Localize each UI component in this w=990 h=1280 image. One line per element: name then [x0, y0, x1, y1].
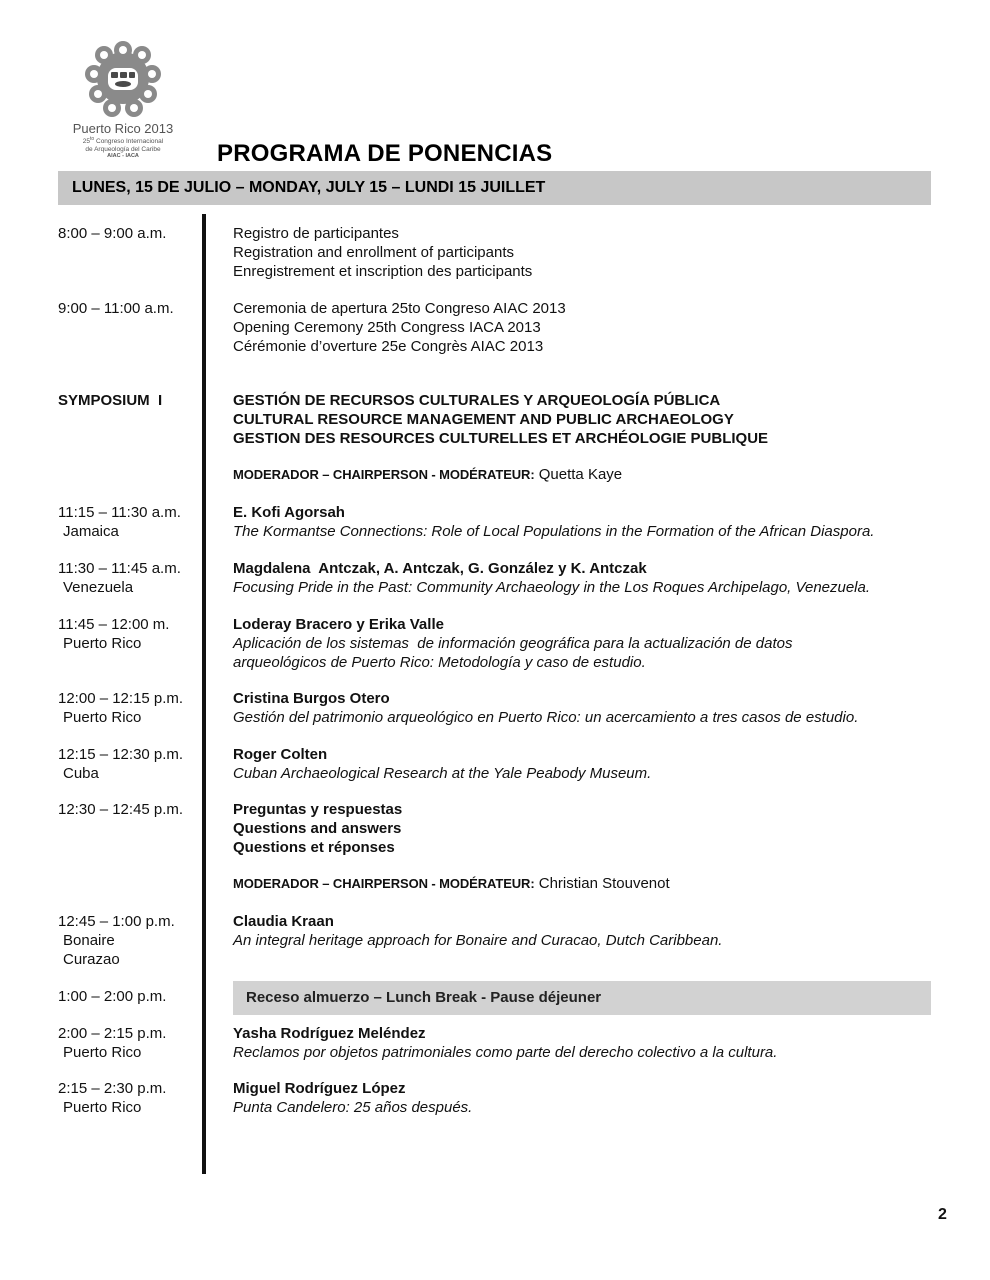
talk-title: Punta Candelero: 25 años después.: [233, 1098, 473, 1116]
speaker-location: Puerto Rico: [63, 634, 142, 652]
page-title: PROGRAMA DE PONENCIAS: [217, 140, 553, 167]
time-slot: 2:00 – 2:15 p.m.: [58, 1025, 167, 1042]
symposium-title: CULTURAL RESOURCE MANAGEMENT AND PUBLIC ARCHAEOLOGY: [233, 410, 734, 428]
time-slot: 12:00 – 12:15 p.m.: [58, 690, 184, 707]
speaker-name: Magdalena Antczak, A. Antczak, G. González y K. Antczak: [233, 560, 647, 577]
talk-title: An integral heritage approach for Bonaire and Curacao, Dutch Caribbean.: [233, 931, 723, 949]
logo-subtitle: $25^{to}$ Congreso Internacional de Arqueología del Caribe: [82, 136, 164, 153]
time-slot: 12:30 – 12:45 p.m.: [58, 801, 184, 818]
speaker-name: Roger Colten: [233, 746, 328, 763]
congress-logo: [58, 38, 188, 166]
session-line: Registration and enrollment of participants: [233, 243, 514, 261]
taino-sun-icon: [80, 38, 166, 120]
logo-org: AIAC - IACA: [107, 153, 139, 159]
moderator-label: MODERADOR – CHAIRPERSON - MODÉRATEUR:: [233, 876, 535, 891]
speaker-name: Cristina Burgos Otero: [233, 690, 390, 707]
speaker-name: Miguel Rodríguez López: [233, 1080, 406, 1097]
session-line: Cérémonie d’overture 25e Congrès AIAC 2013: [233, 337, 544, 355]
time-slot: 11:45 – 12:00 m.: [58, 616, 170, 633]
talk-title: Gestión del patrimonio arqueológico en Puerto Rico: un acercamiento a tres casos de estudio.: [233, 708, 859, 726]
time-slot: 11:15 – 11:30 a.m.: [58, 504, 181, 521]
time-slot: 12:45 – 1:00 p.m.: [58, 913, 175, 930]
time-slot: 11:30 – 11:45 a.m.: [58, 560, 181, 577]
talk-title: Reclamos por objetos patrimoniales como parte del derecho colectivo a la cultura.: [233, 1043, 778, 1061]
session-line: Registro de participantes: [233, 225, 399, 242]
talk-title: Focusing Pride in the Past: Community Archaeology in the Los Roques Archipelago, Venezuela.: [233, 578, 871, 596]
speaker-location: Puerto Rico: [63, 1098, 142, 1116]
moderator-name: Quetta Kaye: [538, 466, 623, 483]
speaker-name: E. Kofi Agorsah: [233, 504, 345, 521]
symposium-label: SYMPOSIUM I: [58, 392, 163, 409]
time-slot: 9:00 – 11:00 a.m.: [58, 300, 174, 317]
speaker-location: Venezuela: [63, 578, 134, 596]
qa-line: Questions and answers: [233, 819, 402, 837]
talk-title: The Kormantse Connections: Role of Local Populations in the Formation of the African Diaspora.: [233, 522, 875, 540]
speaker-name: Claudia Kraan: [233, 913, 334, 930]
time-slot: 2:15 – 2:30 p.m.: [58, 1080, 167, 1097]
speaker-location: Bonaire: [63, 931, 115, 949]
talk-title: Cuban Archaeological Research at the Yale Peabody Museum.: [233, 764, 652, 782]
time-slot: 1:00 – 2:00 p.m.: [58, 988, 167, 1005]
logo-title: Puerto Rico 2013: [72, 121, 174, 136]
moderator-name: Christian Stouvenot: [538, 875, 670, 892]
moderator-label: MODERADOR – CHAIRPERSON - MODÉRATEUR:: [233, 467, 535, 482]
speaker-location: Jamaica: [63, 522, 119, 540]
page-number: 2: [938, 1206, 947, 1223]
speaker-location: Cuba: [63, 764, 99, 782]
session-line: Opening Ceremony 25th Congress IACA 2013: [233, 318, 541, 336]
lunch-break-banner: Receso almuerzo – Lunch Break - Pause déjeuner: [233, 981, 931, 1015]
talk-title-continued: arqueológicos de Puerto Rico: Metodología y caso de estudio.: [233, 653, 646, 671]
speaker-location: Puerto Rico: [63, 1043, 142, 1061]
time-slot: 12:15 – 12:30 p.m.: [58, 746, 184, 763]
time-slot: 8:00 – 9:00 a.m.: [58, 225, 167, 242]
speaker-name: Loderay Bracero y Erika Valle: [233, 616, 444, 633]
session-line: Enregistrement et inscription des participants: [233, 262, 533, 280]
talk-title: Aplicación de los sistemas de información geográfica para la actualización de datos: [233, 634, 793, 652]
symposium-title: GESTIÓN DE RECURSOS CULTURALES Y ARQUEOLOGÍA PÚBLICA: [233, 392, 721, 409]
qa-line: Questions et réponses: [233, 838, 395, 856]
speaker-name: Yasha Rodríguez Meléndez: [233, 1025, 426, 1042]
symposium-title: GESTION DES RESOURCES CULTURELLES ET ARCHÉOLOGIE PUBLIQUE: [233, 429, 769, 447]
day-banner: LUNES, 15 DE JULIO – MONDAY, JULY 15 – LUNDI 15 JUILLET: [58, 171, 931, 205]
speaker-location: Puerto Rico: [63, 708, 142, 726]
qa-line: Preguntas y respuestas: [233, 801, 403, 818]
session-line: Ceremonia de apertura 25to Congreso AIAC 2013: [233, 300, 566, 317]
speaker-location: Curazao: [63, 950, 120, 968]
